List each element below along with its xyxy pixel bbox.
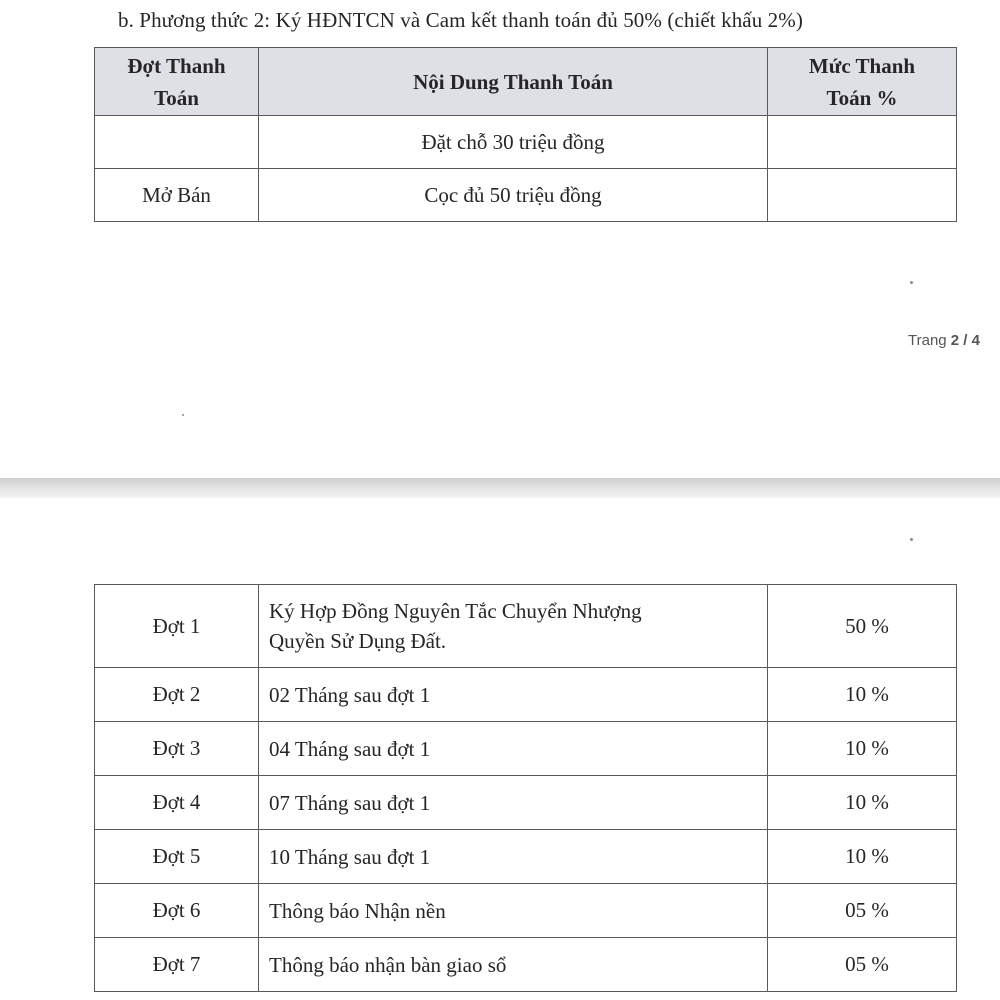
cell-content: Đặt chỗ 30 triệu đồng [259, 116, 768, 169]
table-row [95, 585, 957, 668]
cell-content: 04 Tháng sau đợt 1 [259, 722, 768, 776]
cell-phase: Đợt 5 [95, 830, 259, 884]
cell-percent [768, 169, 957, 222]
header-percent: Mức Thanh Toán % [768, 48, 957, 116]
table-row [95, 668, 957, 722]
cell-content: Thông báo nhận bàn giao sổ [259, 938, 768, 992]
table-row [95, 169, 957, 222]
table-row [95, 938, 957, 992]
table-row [95, 776, 957, 830]
cell-percent: 05 % [768, 938, 957, 992]
cell-phase: Mở Bán [95, 169, 259, 222]
page-number: Trang 2 / 4 [908, 332, 980, 349]
page-separator [0, 478, 1000, 498]
cell-content: Ký Hợp Đồng Nguyên Tắc Chuyển Nhượng Quyền Sử Dụng Đất. [259, 585, 768, 668]
table-row [95, 116, 957, 169]
cell-percent: 10 % [768, 722, 957, 776]
cell-content: Thông báo Nhận nền [259, 884, 768, 938]
cell-phase: Đợt 3 [95, 722, 259, 776]
scan-speck [182, 414, 184, 416]
cell-phase: Đợt 6 [95, 884, 259, 938]
document-page-2 [0, 0, 1000, 478]
cell-percent [768, 116, 957, 169]
cell-phase: Đợt 2 [95, 668, 259, 722]
header-phase: Đợt Thanh Toán [95, 48, 259, 116]
payment-schedule-table-continued [94, 584, 957, 992]
cell-percent: 10 % [768, 776, 957, 830]
table-row [95, 722, 957, 776]
cell-percent: 10 % [768, 830, 957, 884]
cell-phase: Đợt 1 [95, 585, 259, 668]
scan-speck [910, 281, 913, 284]
table-row [95, 884, 957, 938]
cell-phase: Đợt 4 [95, 776, 259, 830]
cell-percent: 50 % [768, 585, 957, 668]
cell-content: Cọc đủ 50 triệu đồng [259, 169, 768, 222]
cell-phase [95, 116, 259, 169]
cell-content: 02 Tháng sau đợt 1 [259, 668, 768, 722]
cell-content: 07 Tháng sau đợt 1 [259, 776, 768, 830]
table-header-row [95, 48, 957, 116]
cell-content: 10 Tháng sau đợt 1 [259, 830, 768, 884]
payment-schedule-table-header-part [94, 47, 957, 222]
header-content: Nội Dung Thanh Toán [259, 48, 768, 116]
cell-phase: Đợt 7 [95, 938, 259, 992]
table-row [95, 830, 957, 884]
document-page-3 [0, 498, 1000, 1000]
scan-speck [910, 538, 913, 541]
cell-percent: 05 % [768, 884, 957, 938]
section-heading: b. Phương thức 2: Ký HĐNTCN và Cam kết thanh toán đủ 50% (chiết khấu 2%) [118, 8, 803, 32]
cell-percent: 10 % [768, 668, 957, 722]
